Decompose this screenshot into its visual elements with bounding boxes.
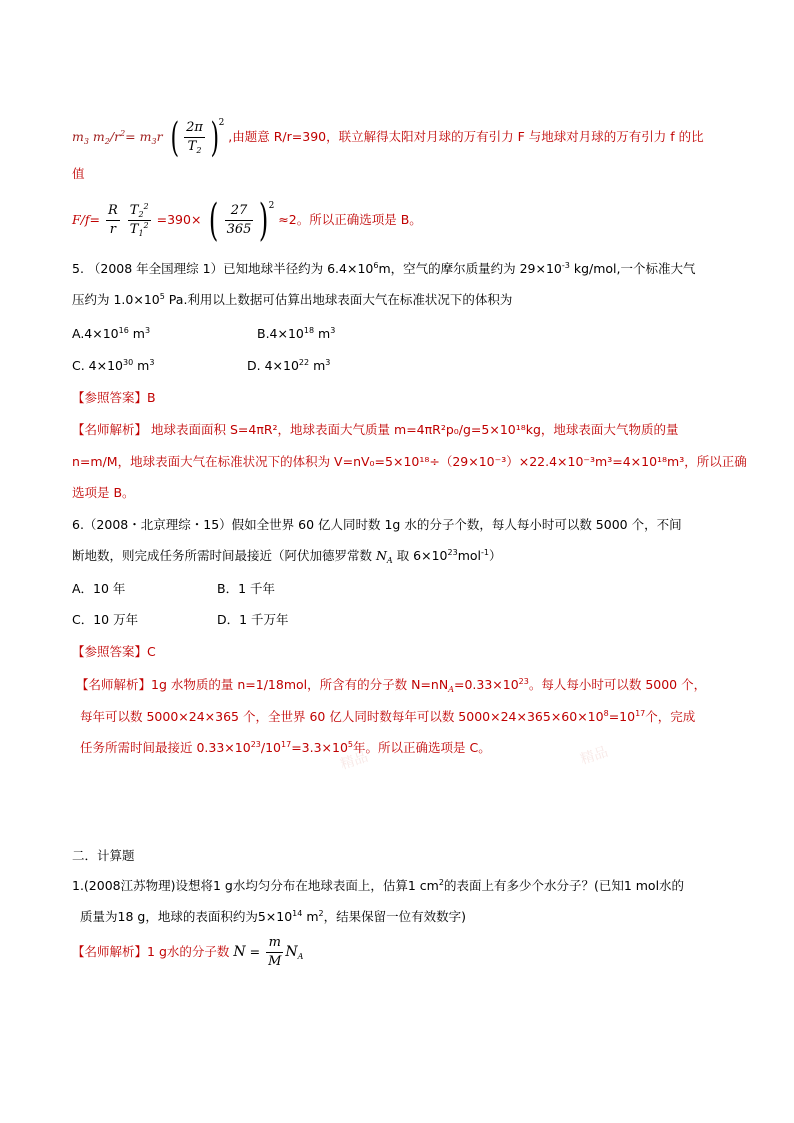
ratio-label: F/f= bbox=[72, 212, 100, 227]
paren-open: ( bbox=[209, 194, 219, 246]
line-2-text: 值 bbox=[72, 166, 85, 181]
c1-analysis: 【名师解析】1 g水的分子数 N = $\frac{m}{M}$ $N_A$ bbox=[72, 935, 304, 969]
paren-close: ) bbox=[259, 194, 269, 246]
q5-line-1: 5. （2008 年全国理综 1）已知地球半径约为 $6.4\times 10^6m$，空气的摩尔质量约为 $29\times 10^{-3}$ kg/mol,一个标准大气 bbox=[72, 261, 696, 276]
equation-lhs: $m_3$ $m_2/r^2= m_3r$ bbox=[72, 129, 163, 146]
q5-line-2: 压约为 $1.0\times 10^5$ Pa.利用以上数据可估算出地球表面大气在标准状况下的体积为 bbox=[72, 292, 513, 307]
option-b: $B.4\times 10^{18}$ $m^3$ bbox=[257, 326, 336, 341]
option-a: $A.4\times 10^{16}$ $m^3$ bbox=[72, 326, 151, 341]
watermark: 精品 bbox=[338, 749, 371, 773]
ratio-390: =390× bbox=[156, 212, 202, 227]
q6-line-1: 6.（2008・北京理综・15）假如全世界 60 亿人同时数 1g 水的分子个数，每人每小时可以数 5000 个，不间 bbox=[72, 517, 682, 532]
q5-answer: 【参照答案】B bbox=[72, 390, 156, 405]
option-c: C．10 万年 bbox=[72, 612, 139, 627]
c1-line-1: 1.(2008江苏物理)设想将1 g水均匀分布在地球表面上，估算1 $cm^2$的表面上有多少个水分子？(已知1 mol水的 bbox=[72, 878, 685, 893]
equation-line-3 bbox=[72, 192, 732, 248]
q6-line-2: 断地数，则完成任务所需时间最接近（阿伏加德罗常数 $N_A$ 取 $6\times 10^{23}mol^{-1}$） bbox=[72, 548, 502, 565]
option-d: D. $4\times 10^{22}$ $m^3$ bbox=[247, 358, 331, 373]
section-heading: 二．计算题 bbox=[72, 848, 135, 863]
fraction-R-r: $\frac{R}{r}$ bbox=[107, 203, 118, 237]
option-d: D．1 千万年 bbox=[217, 612, 289, 627]
q6-analysis-line-3: 任务所需时间最接近 $0.33\times 10^{23}/10^{17}=3.3\times 10^5$年。所以正确选项是 C。 bbox=[80, 740, 491, 755]
exponent: 2 bbox=[218, 118, 225, 128]
formula-N: N bbox=[233, 944, 246, 960]
equation-line-1-text: ,由题意 R/r=390，联立解得太阳对月球的万有引力 F 与地球对月球的万有引力 f 的比 bbox=[228, 129, 704, 144]
c1-line-2: 质量为18 g，地球的表面积约为$5\times 10^{14}$ $m^2$，结果保留一位有效数字) bbox=[80, 909, 466, 924]
q6-analysis-line-2: 每年可以数 5000×24×365 个，全世界 60 亿人同时数每年可以数 $5000\times 24\times 365\times 60\times 10^8=10^{17}$个，完成 bbox=[80, 709, 696, 724]
equation-line-1 bbox=[72, 112, 732, 162]
fraction-2pi-T2: $\frac{2\pi}{T_2}$ bbox=[186, 120, 203, 155]
exponent: 2 bbox=[268, 201, 275, 211]
option-b: B．1 千年 bbox=[217, 581, 276, 596]
conclusion-text: ≈2。所以正确选项是 B。 bbox=[278, 212, 422, 227]
option-a: A．10 年 bbox=[72, 581, 126, 596]
paren-close: ) bbox=[210, 114, 220, 161]
q5-analysis-line-3: 选项是 B。 bbox=[72, 485, 135, 500]
q5-analysis-line-1: 【名师解析】 地球表面面积 S=4πR²，地球表面大气质量 m=4πR²p₀/g=5×10¹⁸kg，地球表面大气物质的量 bbox=[72, 422, 679, 437]
q6-analysis-line-1: 【名师解析】1g 水物质的量 n=1/18mol，所含有的分子数 $N=nN_A=0.33\times 10^{23}$。每人每小时可以数 5000 个， bbox=[76, 677, 707, 694]
fraction-m-M: $\frac{m}{M}$ bbox=[268, 935, 282, 969]
q5-analysis-line-2: n=m/M，地球表面大气在标准状况下的体积为 V=nV₀=5×10¹⁸÷（29×10⁻³）×22.4×10⁻³m³=4×10¹⁸m³，所以正确 bbox=[72, 454, 747, 469]
q6-answer: 【参照答案】C bbox=[72, 644, 156, 659]
watermark: 精品 bbox=[578, 744, 611, 768]
fraction-T2-T1: $\frac{T_2^2}{T_1^2}$ bbox=[129, 202, 149, 238]
paren-open: ( bbox=[170, 114, 179, 161]
fraction-27-365: $\frac{27}{365}$ bbox=[226, 203, 252, 237]
option-c: C. $4\times 10^{30}$ $m^3$ bbox=[72, 358, 155, 373]
